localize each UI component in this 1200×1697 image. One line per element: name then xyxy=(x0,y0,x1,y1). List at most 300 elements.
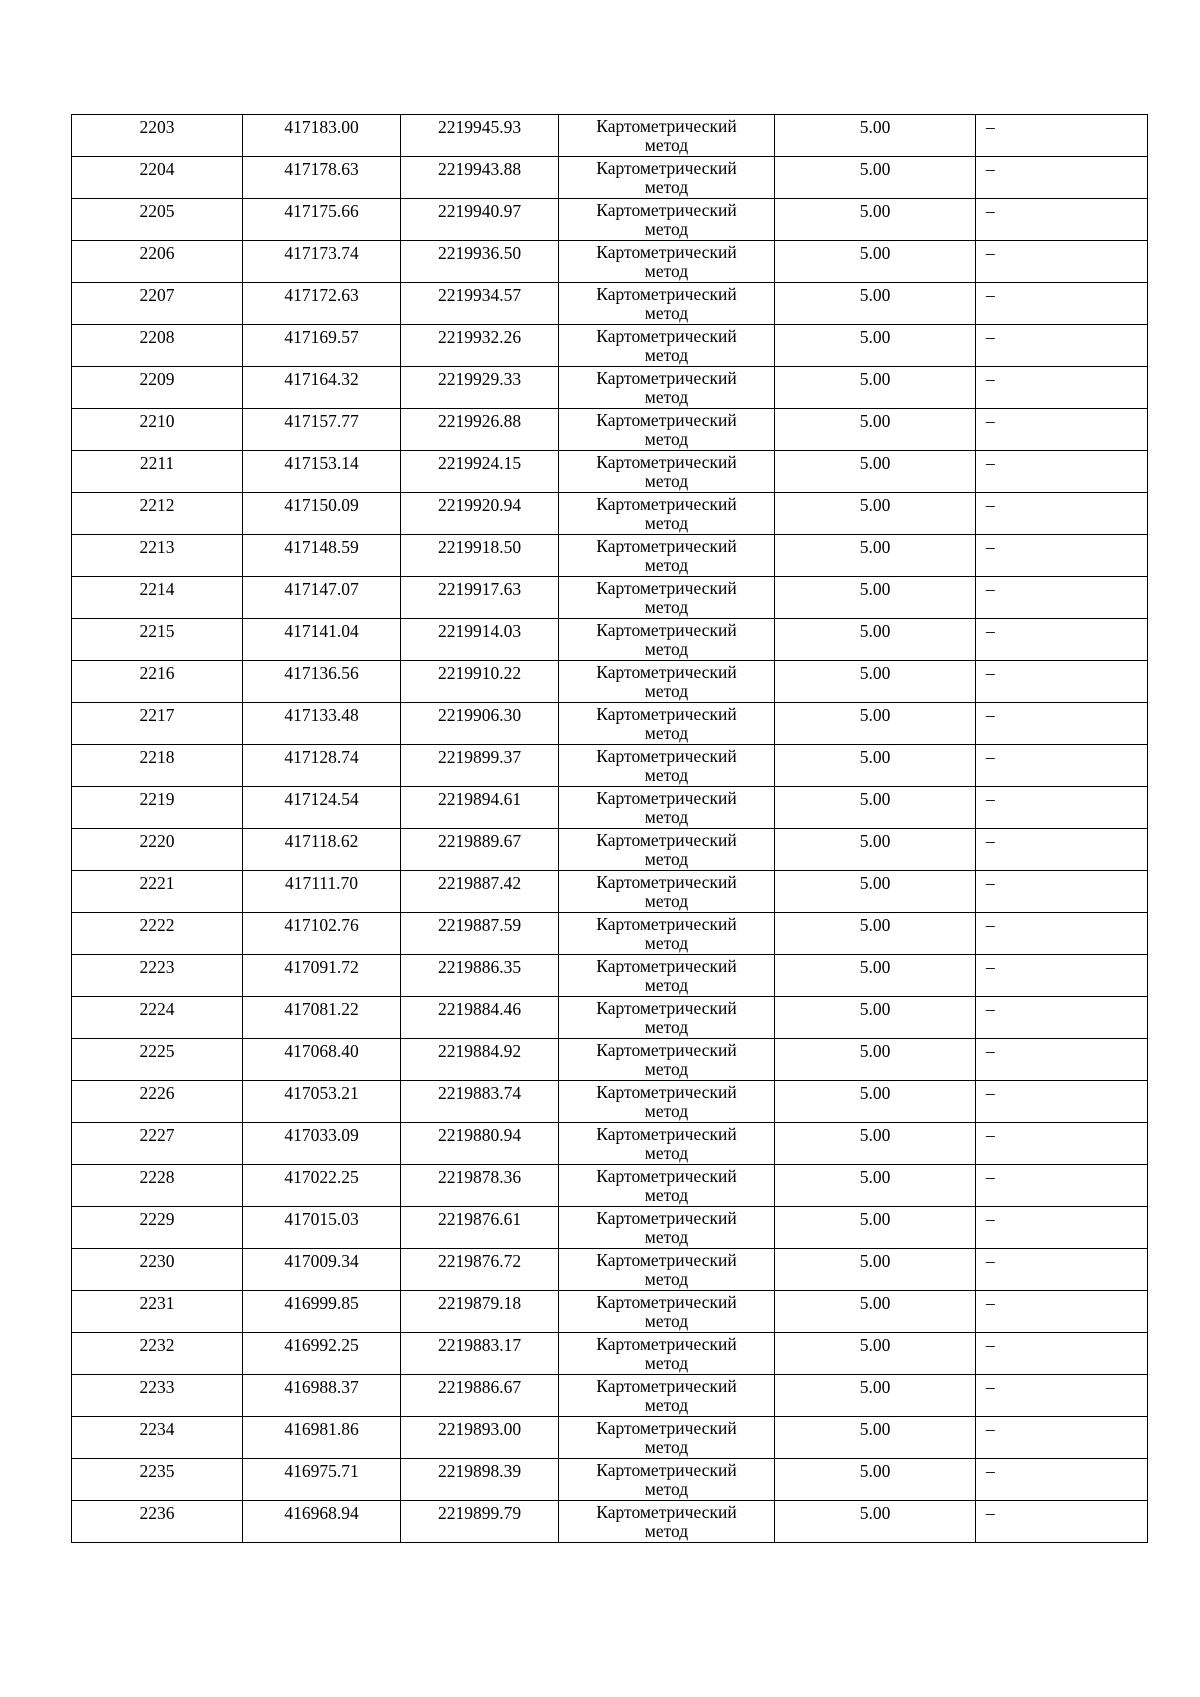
method-cell xyxy=(559,409,775,451)
point-number-cell: 2205 xyxy=(72,199,243,241)
table-row xyxy=(72,997,1148,1039)
method-line-1: Картометрический xyxy=(596,200,737,220)
x-coordinate-cell: 417164.32 xyxy=(243,367,401,409)
method-cell xyxy=(559,1375,775,1417)
method-line-2: метод xyxy=(644,555,689,575)
note-cell: – xyxy=(976,283,1148,325)
table-row xyxy=(72,535,1148,577)
accuracy-cell: 5.00 xyxy=(775,409,976,451)
method-line-2: метод xyxy=(644,639,689,659)
y-coordinate-cell: 2219889.67 xyxy=(401,829,559,871)
note-cell: – xyxy=(976,1291,1148,1333)
note-cell: – xyxy=(976,1039,1148,1081)
x-coordinate-cell: 417175.66 xyxy=(243,199,401,241)
method-line-1: Картометрический xyxy=(596,1334,737,1354)
method-cell xyxy=(559,1333,775,1375)
accuracy-cell: 5.00 xyxy=(775,1375,976,1417)
method-line-1: Картометрический xyxy=(596,494,737,514)
table-row xyxy=(72,199,1148,241)
table-row xyxy=(72,409,1148,451)
y-coordinate-cell: 2219906.30 xyxy=(401,703,559,745)
method-cell xyxy=(559,451,775,493)
table-row xyxy=(72,787,1148,829)
method-line-2: метод xyxy=(644,681,689,701)
point-number-cell: 2207 xyxy=(72,283,243,325)
x-coordinate-cell: 417153.14 xyxy=(243,451,401,493)
method-line-2: метод xyxy=(644,807,689,827)
table-row xyxy=(72,619,1148,661)
method-line-2: метод xyxy=(644,303,689,323)
x-coordinate-cell: 417033.09 xyxy=(243,1123,401,1165)
note-cell: – xyxy=(976,199,1148,241)
x-coordinate-cell: 417173.74 xyxy=(243,241,401,283)
y-coordinate-cell: 2219887.59 xyxy=(401,913,559,955)
table-row xyxy=(72,1333,1148,1375)
method-line-1: Картометрический xyxy=(596,410,737,430)
table-row xyxy=(72,1165,1148,1207)
method-cell xyxy=(559,325,775,367)
y-coordinate-cell: 2219918.50 xyxy=(401,535,559,577)
method-cell xyxy=(559,157,775,199)
method-cell xyxy=(559,1459,775,1501)
method-cell xyxy=(559,787,775,829)
y-coordinate-cell: 2219899.79 xyxy=(401,1501,559,1543)
x-coordinate-cell: 417053.21 xyxy=(243,1081,401,1123)
note-cell: – xyxy=(976,577,1148,619)
y-coordinate-cell: 2219898.39 xyxy=(401,1459,559,1501)
y-coordinate-cell: 2219943.88 xyxy=(401,157,559,199)
x-coordinate-cell: 417128.74 xyxy=(243,745,401,787)
table-row xyxy=(72,829,1148,871)
method-line-2: метод xyxy=(644,1353,689,1373)
x-coordinate-cell: 417172.63 xyxy=(243,283,401,325)
table-row xyxy=(72,955,1148,997)
method-line-1: Картометрический xyxy=(596,788,737,808)
accuracy-cell: 5.00 xyxy=(775,913,976,955)
accuracy-cell: 5.00 xyxy=(775,199,976,241)
note-cell: – xyxy=(976,241,1148,283)
accuracy-cell: 5.00 xyxy=(775,1501,976,1543)
method-line-2: метод xyxy=(644,177,689,197)
y-coordinate-cell: 2219899.37 xyxy=(401,745,559,787)
accuracy-cell: 5.00 xyxy=(775,577,976,619)
x-coordinate-cell: 416981.86 xyxy=(243,1417,401,1459)
y-coordinate-cell: 2219929.33 xyxy=(401,367,559,409)
method-line-2: метод xyxy=(644,1059,689,1079)
point-number-cell: 2231 xyxy=(72,1291,243,1333)
point-number-cell: 2233 xyxy=(72,1375,243,1417)
accuracy-cell: 5.00 xyxy=(775,871,976,913)
method-line-2: метод xyxy=(644,849,689,869)
method-line-1: Картометрический xyxy=(596,1166,737,1186)
point-number-cell: 2206 xyxy=(72,241,243,283)
point-number-cell: 2228 xyxy=(72,1165,243,1207)
accuracy-cell: 5.00 xyxy=(775,535,976,577)
y-coordinate-cell: 2219914.03 xyxy=(401,619,559,661)
method-cell xyxy=(559,283,775,325)
accuracy-cell: 5.00 xyxy=(775,1081,976,1123)
note-cell: – xyxy=(976,787,1148,829)
method-cell xyxy=(559,577,775,619)
note-cell: – xyxy=(976,1375,1148,1417)
note-cell: – xyxy=(976,1165,1148,1207)
x-coordinate-cell: 417081.22 xyxy=(243,997,401,1039)
note-cell: – xyxy=(976,745,1148,787)
accuracy-cell: 5.00 xyxy=(775,493,976,535)
point-number-cell: 2209 xyxy=(72,367,243,409)
note-cell: – xyxy=(976,451,1148,493)
note-cell: – xyxy=(976,913,1148,955)
accuracy-cell: 5.00 xyxy=(775,1207,976,1249)
method-cell xyxy=(559,1123,775,1165)
y-coordinate-cell: 2219934.57 xyxy=(401,283,559,325)
method-line-2: метод xyxy=(644,345,689,365)
point-number-cell: 2212 xyxy=(72,493,243,535)
point-number-cell: 2219 xyxy=(72,787,243,829)
note-cell: – xyxy=(976,955,1148,997)
method-line-1: Картометрический xyxy=(596,1502,737,1522)
note-cell: – xyxy=(976,1249,1148,1291)
method-line-2: метод xyxy=(644,429,689,449)
x-coordinate-cell: 417136.56 xyxy=(243,661,401,703)
method-line-1: Картометрический xyxy=(596,956,737,976)
y-coordinate-cell: 2219894.61 xyxy=(401,787,559,829)
note-cell: – xyxy=(976,367,1148,409)
point-number-cell: 2203 xyxy=(72,115,243,157)
point-number-cell: 2208 xyxy=(72,325,243,367)
table-row xyxy=(72,1459,1148,1501)
method-line-1: Картометрический xyxy=(596,284,737,304)
accuracy-cell: 5.00 xyxy=(775,955,976,997)
table-row xyxy=(72,1375,1148,1417)
method-line-1: Картометрический xyxy=(596,158,737,178)
x-coordinate-cell: 417169.57 xyxy=(243,325,401,367)
table-row xyxy=(72,745,1148,787)
method-line-2: метод xyxy=(644,471,689,491)
x-coordinate-cell: 417148.59 xyxy=(243,535,401,577)
point-number-cell: 2234 xyxy=(72,1417,243,1459)
method-line-1: Картометрический xyxy=(596,830,737,850)
accuracy-cell: 5.00 xyxy=(775,451,976,493)
accuracy-cell: 5.00 xyxy=(775,787,976,829)
x-coordinate-cell: 416968.94 xyxy=(243,1501,401,1543)
method-line-2: метод xyxy=(644,1521,689,1541)
y-coordinate-cell: 2219893.00 xyxy=(401,1417,559,1459)
method-cell xyxy=(559,829,775,871)
y-coordinate-cell: 2219887.42 xyxy=(401,871,559,913)
method-line-2: метод xyxy=(644,1017,689,1037)
method-line-1: Картометрический xyxy=(596,872,737,892)
point-number-cell: 2215 xyxy=(72,619,243,661)
method-line-2: метод xyxy=(644,261,689,281)
note-cell: – xyxy=(976,871,1148,913)
point-number-cell: 2222 xyxy=(72,913,243,955)
note-cell: – xyxy=(976,1123,1148,1165)
x-coordinate-cell: 417111.70 xyxy=(243,871,401,913)
y-coordinate-cell: 2219879.18 xyxy=(401,1291,559,1333)
note-cell: – xyxy=(976,1501,1148,1543)
x-coordinate-cell: 417102.76 xyxy=(243,913,401,955)
table-row xyxy=(72,913,1148,955)
accuracy-cell: 5.00 xyxy=(775,1291,976,1333)
y-coordinate-cell: 2219886.35 xyxy=(401,955,559,997)
y-coordinate-cell: 2219884.92 xyxy=(401,1039,559,1081)
method-line-2: метод xyxy=(644,219,689,239)
table-row xyxy=(72,325,1148,367)
method-cell xyxy=(559,1249,775,1291)
table-row xyxy=(72,1039,1148,1081)
point-number-cell: 2236 xyxy=(72,1501,243,1543)
table-row xyxy=(72,1207,1148,1249)
note-cell: – xyxy=(976,703,1148,745)
method-cell xyxy=(559,535,775,577)
method-line-2: метод xyxy=(644,1143,689,1163)
note-cell: – xyxy=(976,157,1148,199)
method-line-1: Картометрический xyxy=(596,452,737,472)
method-cell xyxy=(559,115,775,157)
note-cell: – xyxy=(976,1459,1148,1501)
method-line-2: метод xyxy=(644,1185,689,1205)
y-coordinate-cell: 2219886.67 xyxy=(401,1375,559,1417)
accuracy-cell: 5.00 xyxy=(775,1039,976,1081)
method-line-2: метод xyxy=(644,387,689,407)
table-row xyxy=(72,451,1148,493)
method-cell xyxy=(559,661,775,703)
method-line-1: Картометрический xyxy=(596,704,737,724)
table-row xyxy=(72,241,1148,283)
note-cell: – xyxy=(976,535,1148,577)
method-cell xyxy=(559,367,775,409)
point-number-cell: 2211 xyxy=(72,451,243,493)
note-cell: – xyxy=(976,829,1148,871)
point-number-cell: 2220 xyxy=(72,829,243,871)
method-line-1: Картометрический xyxy=(596,116,737,136)
method-line-2: метод xyxy=(644,597,689,617)
coordinates-table-body xyxy=(72,115,1148,1543)
x-coordinate-cell: 416975.71 xyxy=(243,1459,401,1501)
note-cell: – xyxy=(976,1417,1148,1459)
x-coordinate-cell: 417157.77 xyxy=(243,409,401,451)
y-coordinate-cell: 2219940.97 xyxy=(401,199,559,241)
y-coordinate-cell: 2219936.50 xyxy=(401,241,559,283)
method-line-1: Картометрический xyxy=(596,368,737,388)
x-coordinate-cell: 417118.62 xyxy=(243,829,401,871)
y-coordinate-cell: 2219917.63 xyxy=(401,577,559,619)
point-number-cell: 2227 xyxy=(72,1123,243,1165)
table-row xyxy=(72,367,1148,409)
point-number-cell: 2223 xyxy=(72,955,243,997)
y-coordinate-cell: 2219926.88 xyxy=(401,409,559,451)
method-line-1: Картометрический xyxy=(596,662,737,682)
table-row xyxy=(72,283,1148,325)
method-line-1: Картометрический xyxy=(596,1418,737,1438)
x-coordinate-cell: 417147.07 xyxy=(243,577,401,619)
method-line-1: Картометрический xyxy=(596,326,737,346)
accuracy-cell: 5.00 xyxy=(775,1459,976,1501)
method-line-1: Картометрический xyxy=(596,1124,737,1144)
table-row xyxy=(72,493,1148,535)
accuracy-cell: 5.00 xyxy=(775,829,976,871)
method-cell xyxy=(559,493,775,535)
table-row xyxy=(72,1123,1148,1165)
note-cell: – xyxy=(976,1207,1148,1249)
method-line-1: Картометрический xyxy=(596,1082,737,1102)
y-coordinate-cell: 2219932.26 xyxy=(401,325,559,367)
x-coordinate-cell: 416999.85 xyxy=(243,1291,401,1333)
method-cell xyxy=(559,997,775,1039)
point-number-cell: 2235 xyxy=(72,1459,243,1501)
note-cell: – xyxy=(976,115,1148,157)
y-coordinate-cell: 2219920.94 xyxy=(401,493,559,535)
method-line-1: Картометрический xyxy=(596,242,737,262)
point-number-cell: 2214 xyxy=(72,577,243,619)
point-number-cell: 2225 xyxy=(72,1039,243,1081)
y-coordinate-cell: 2219876.72 xyxy=(401,1249,559,1291)
table-row xyxy=(72,1291,1148,1333)
method-line-1: Картометрический xyxy=(596,914,737,934)
point-number-cell: 2224 xyxy=(72,997,243,1039)
x-coordinate-cell: 417124.54 xyxy=(243,787,401,829)
method-cell xyxy=(559,1417,775,1459)
x-coordinate-cell: 417015.03 xyxy=(243,1207,401,1249)
note-cell: – xyxy=(976,997,1148,1039)
accuracy-cell: 5.00 xyxy=(775,745,976,787)
note-cell: – xyxy=(976,325,1148,367)
method-line-2: метод xyxy=(644,1479,689,1499)
method-line-2: метод xyxy=(644,1227,689,1247)
accuracy-cell: 5.00 xyxy=(775,1165,976,1207)
x-coordinate-cell: 417150.09 xyxy=(243,493,401,535)
x-coordinate-cell: 417141.04 xyxy=(243,619,401,661)
method-cell xyxy=(559,1165,775,1207)
x-coordinate-cell: 417022.25 xyxy=(243,1165,401,1207)
accuracy-cell: 5.00 xyxy=(775,1123,976,1165)
y-coordinate-cell: 2219924.15 xyxy=(401,451,559,493)
method-line-1: Картометрический xyxy=(596,1460,737,1480)
point-number-cell: 2213 xyxy=(72,535,243,577)
x-coordinate-cell: 416988.37 xyxy=(243,1375,401,1417)
point-number-cell: 2232 xyxy=(72,1333,243,1375)
accuracy-cell: 5.00 xyxy=(775,157,976,199)
method-line-2: метод xyxy=(644,975,689,995)
method-line-1: Картометрический xyxy=(596,1376,737,1396)
accuracy-cell: 5.00 xyxy=(775,619,976,661)
accuracy-cell: 5.00 xyxy=(775,703,976,745)
method-cell xyxy=(559,913,775,955)
x-coordinate-cell: 417091.72 xyxy=(243,955,401,997)
method-cell xyxy=(559,1039,775,1081)
method-cell xyxy=(559,955,775,997)
method-line-1: Картометрический xyxy=(596,536,737,556)
method-line-2: метод xyxy=(644,891,689,911)
table-row xyxy=(72,871,1148,913)
note-cell: – xyxy=(976,1081,1148,1123)
accuracy-cell: 5.00 xyxy=(775,661,976,703)
method-cell xyxy=(559,703,775,745)
note-cell: – xyxy=(976,661,1148,703)
note-cell: – xyxy=(976,619,1148,661)
point-number-cell: 2230 xyxy=(72,1249,243,1291)
table-row xyxy=(72,661,1148,703)
accuracy-cell: 5.00 xyxy=(775,325,976,367)
point-number-cell: 2216 xyxy=(72,661,243,703)
table-row xyxy=(72,115,1148,157)
y-coordinate-cell: 2219884.46 xyxy=(401,997,559,1039)
method-cell xyxy=(559,241,775,283)
y-coordinate-cell: 2219876.61 xyxy=(401,1207,559,1249)
point-number-cell: 2204 xyxy=(72,157,243,199)
method-line-2: метод xyxy=(644,933,689,953)
method-line-2: метод xyxy=(644,135,689,155)
note-cell: – xyxy=(976,1333,1148,1375)
method-line-1: Картометрический xyxy=(596,998,737,1018)
note-cell: – xyxy=(976,409,1148,451)
point-number-cell: 2210 xyxy=(72,409,243,451)
method-cell xyxy=(559,871,775,913)
accuracy-cell: 5.00 xyxy=(775,1249,976,1291)
method-line-1: Картометрический xyxy=(596,1040,737,1060)
method-line-2: метод xyxy=(644,1311,689,1331)
table-row xyxy=(72,703,1148,745)
method-line-2: метод xyxy=(644,513,689,533)
y-coordinate-cell: 2219945.93 xyxy=(401,115,559,157)
method-cell xyxy=(559,619,775,661)
method-line-1: Картометрический xyxy=(596,620,737,640)
accuracy-cell: 5.00 xyxy=(775,1417,976,1459)
method-cell xyxy=(559,1291,775,1333)
point-number-cell: 2229 xyxy=(72,1207,243,1249)
method-cell xyxy=(559,1207,775,1249)
method-cell xyxy=(559,199,775,241)
accuracy-cell: 5.00 xyxy=(775,241,976,283)
x-coordinate-cell: 417009.34 xyxy=(243,1249,401,1291)
method-line-2: метод xyxy=(644,765,689,785)
table-row xyxy=(72,1417,1148,1459)
y-coordinate-cell: 2219910.22 xyxy=(401,661,559,703)
method-line-2: метод xyxy=(644,1269,689,1289)
point-number-cell: 2221 xyxy=(72,871,243,913)
method-line-2: метод xyxy=(644,1395,689,1415)
point-number-cell: 2217 xyxy=(72,703,243,745)
method-line-1: Картометрический xyxy=(596,746,737,766)
method-line-2: метод xyxy=(644,723,689,743)
x-coordinate-cell: 416992.25 xyxy=(243,1333,401,1375)
y-coordinate-cell: 2219880.94 xyxy=(401,1123,559,1165)
method-line-2: метод xyxy=(644,1437,689,1457)
x-coordinate-cell: 417183.00 xyxy=(243,115,401,157)
method-line-1: Картометрический xyxy=(596,1208,737,1228)
accuracy-cell: 5.00 xyxy=(775,997,976,1039)
accuracy-cell: 5.00 xyxy=(775,367,976,409)
table-row xyxy=(72,1501,1148,1543)
method-cell xyxy=(559,1501,775,1543)
accuracy-cell: 5.00 xyxy=(775,115,976,157)
y-coordinate-cell: 2219878.36 xyxy=(401,1165,559,1207)
method-line-1: Картометрический xyxy=(596,1250,737,1270)
x-coordinate-cell: 417133.48 xyxy=(243,703,401,745)
table-row xyxy=(72,577,1148,619)
x-coordinate-cell: 417068.40 xyxy=(243,1039,401,1081)
method-cell xyxy=(559,745,775,787)
table-row xyxy=(72,1081,1148,1123)
table-row xyxy=(72,1249,1148,1291)
note-cell: – xyxy=(976,493,1148,535)
coordinates-table xyxy=(71,114,1148,1543)
accuracy-cell: 5.00 xyxy=(775,1333,976,1375)
x-coordinate-cell: 417178.63 xyxy=(243,157,401,199)
table-row xyxy=(72,157,1148,199)
y-coordinate-cell: 2219883.17 xyxy=(401,1333,559,1375)
